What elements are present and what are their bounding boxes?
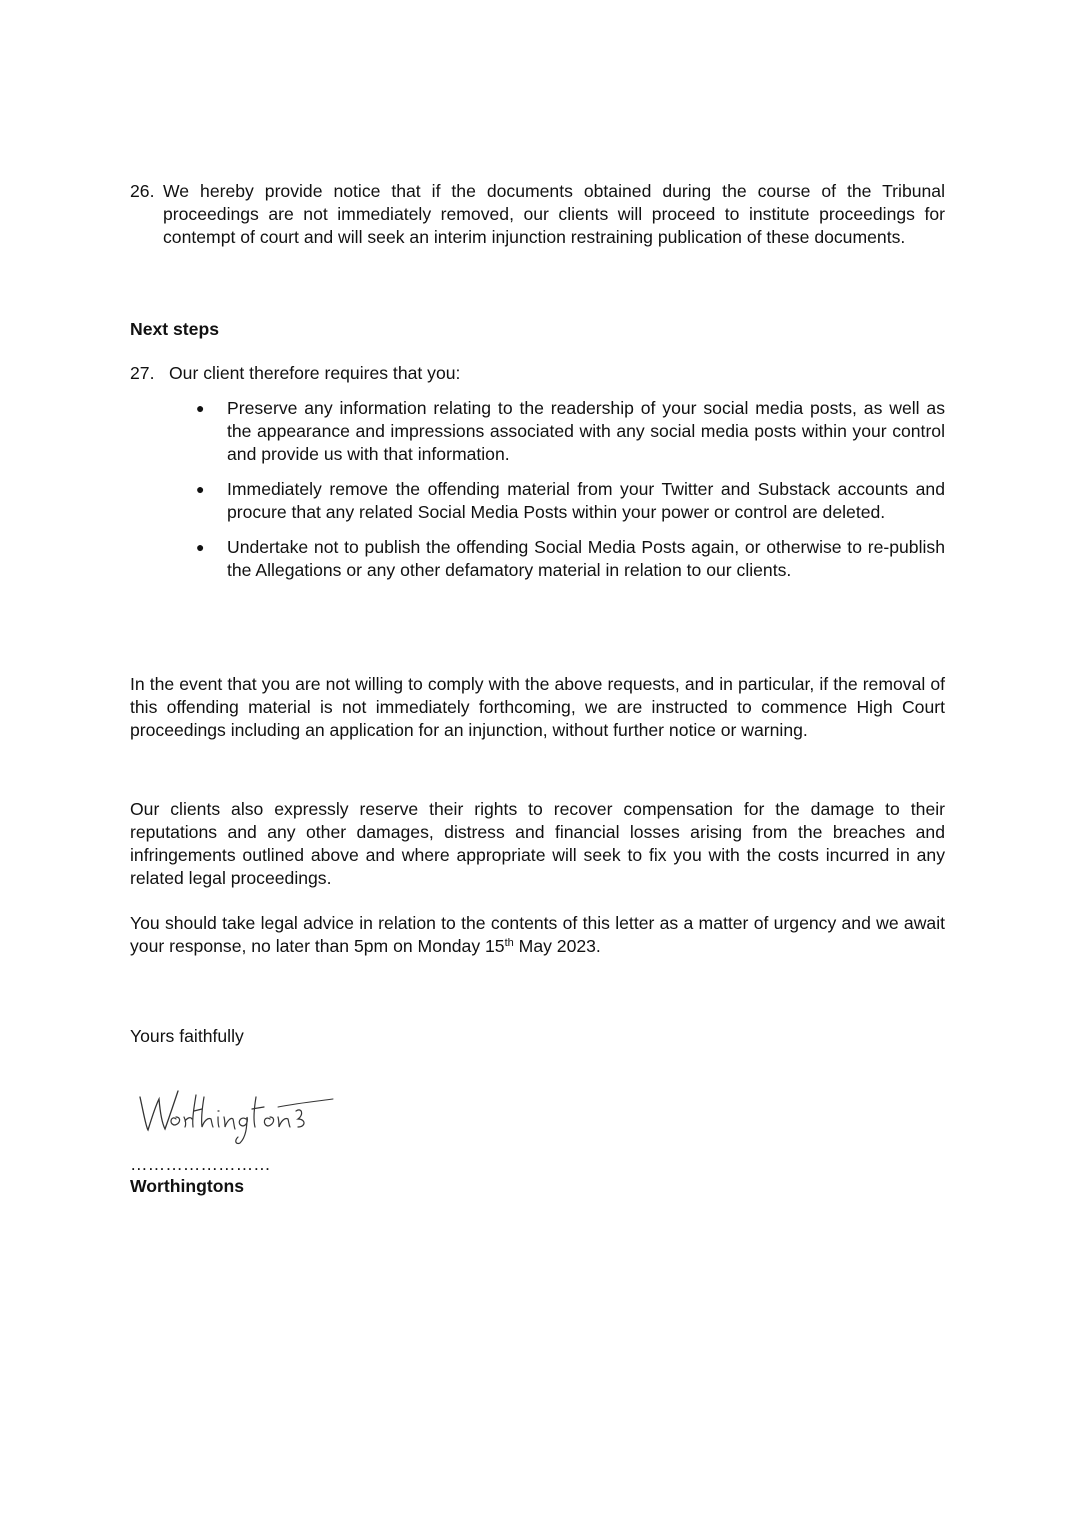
requirements-list — [130, 397, 945, 594]
paragraph-event: In the event that you are not willing to comply with the above requests, and in particular, if the removal of this offending material is not immediately forthcoming, we are instructed to commence High Court proceedings including an application for an injunction, without further notice or warning. — [130, 674, 945, 740]
bullet-icon: ● — [196, 400, 205, 416]
next-steps-heading: Next steps — [130, 319, 219, 339]
list-item — [130, 397, 945, 466]
list-item-text: Preserve any information relating to the readership of your social media posts, as well as the appearance and impressions associated with any social media posts within your control and provide us with that information. — [227, 398, 945, 464]
paragraph-text: Our client therefore requires that you: — [169, 363, 461, 383]
list-item-text: Immediately remove the offending material from your Twitter and Substack accounts and procure that any related Social Media Posts within your power or control are deleted. — [227, 479, 945, 522]
list-item — [130, 478, 945, 524]
list-item — [130, 536, 945, 582]
ordinal-suffix: th — [504, 937, 514, 949]
paragraph-text: We hereby provide notice that if the documents obtained during the course of the Tribunal proceedings are not immediately removed, our clients will proceed to institute proceedings for contempt of court and will seek an interim injunction restraining publication of these documents. — [163, 181, 945, 247]
paragraph-number: 26. — [130, 181, 155, 201]
advice-text-end: May 2023. — [513, 936, 601, 956]
paragraph-number: 27. — [130, 363, 155, 383]
closing-salutation: Yours faithfully — [130, 1026, 244, 1046]
paragraph-27 — [130, 362, 945, 385]
signature-dots: …………………… — [130, 1154, 271, 1174]
paragraph-advice — [130, 912, 945, 958]
list-item-text: Undertake not to publish the offending Social Media Posts again, or otherwise to re-publish the Allegations or any other defamatory material in relation to our clients. — [227, 537, 945, 580]
advice-text: You should take legal advice in relation to the contents of this letter as a matter of urgency and we await your response, no later than 5pm on Monday 15 — [130, 913, 945, 956]
handwritten-signature — [128, 1075, 338, 1150]
signatory-name: Worthingtons — [130, 1176, 245, 1196]
paragraph-26 — [130, 180, 945, 249]
paragraph-reserve: Our clients also expressly reserve their rights to recover compensation for the damage to their reputations and any other damages, distress and financial losses arising from the breaches and infringements outlined above and where appropriate will seek to fix you with the costs incurred in any related legal proceedings. — [130, 799, 945, 888]
bullet-icon: ● — [196, 539, 205, 555]
bullet-icon: ● — [196, 481, 205, 497]
